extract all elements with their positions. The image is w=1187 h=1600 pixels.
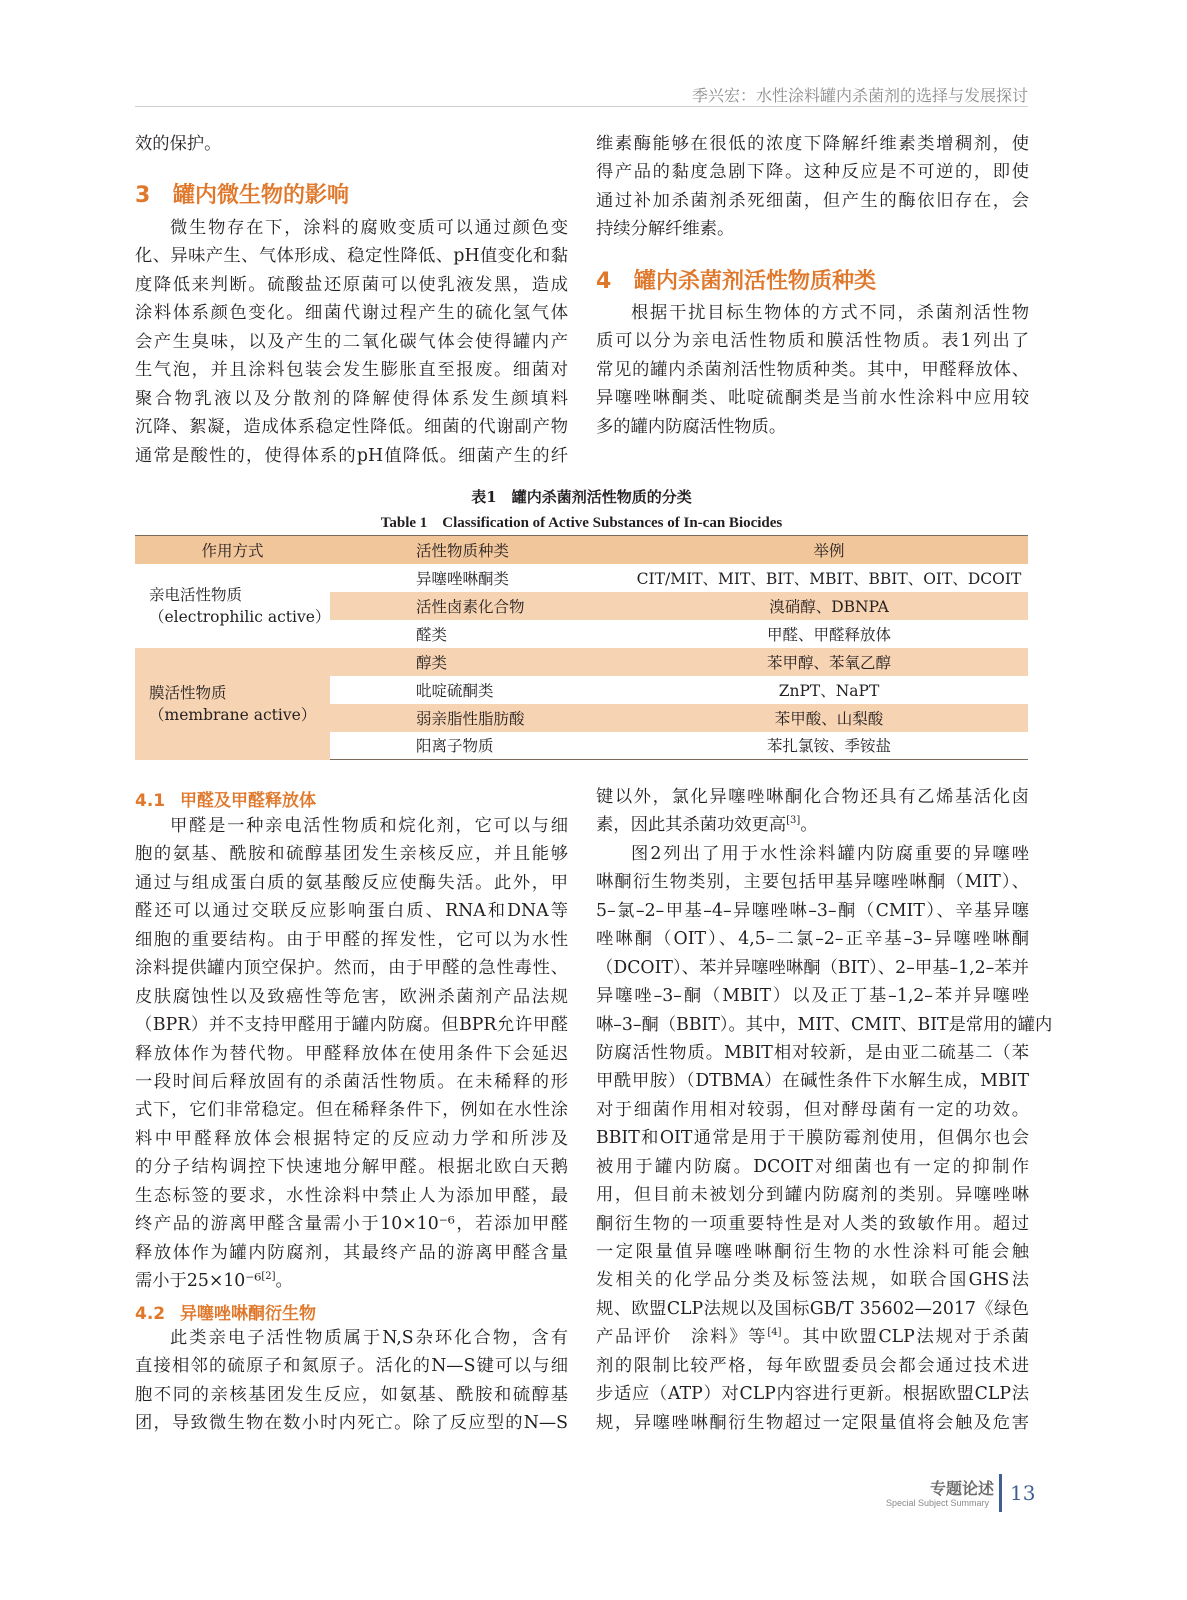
line-text: 释放体作为罐内防腐剂，其最终产品的游离甲醛含量 <box>135 1242 568 1263</box>
text-line <box>596 1409 1029 1437</box>
line-text: 一段时间后释放固有的杀菌活性物质。在未稀释的形 <box>135 1071 568 1092</box>
text-line <box>135 1182 568 1210</box>
text-line <box>135 242 568 270</box>
section-label: 专题论述 <box>930 1479 995 1498</box>
type-cell: 弱亲脂性脂肪酸 <box>330 704 630 732</box>
example-cell: 溴硝醇、DBNPA <box>630 592 1028 620</box>
text-line <box>596 868 1029 896</box>
line-text: 胞不同的亲核基团发生反应，如氨基、酰胺和硫醇基 <box>135 1384 568 1405</box>
line-text: 沉降、絮凝，造成体系稳定性降低。细菌的代谢副产物 <box>135 417 568 438</box>
line-text: （BPR）并不支持甲醛用于罐内防腐。但BPR允许甲醛 <box>135 1015 568 1036</box>
section-4-body <box>596 299 1029 441</box>
text-line <box>596 1352 1029 1380</box>
line-text: 醛还可以通过交联反应影响蛋白质、RNA和DNA等 <box>135 901 568 922</box>
heading-text: 罐内杀菌剂活性物质种类 <box>634 269 877 294</box>
text-line <box>596 897 1029 925</box>
line-text: 终产品的游离甲醛含量需小于10×10⁻⁶，若添加甲醛 <box>135 1214 568 1235</box>
line-text: 通常是酸性的，使得体系的pH值降低。细菌产生的纤 <box>135 445 568 466</box>
text-line <box>135 1125 568 1153</box>
line-text: 释放体作为替代物。甲醛释放体在使用条件下会延迟 <box>135 1043 568 1064</box>
table-row <box>135 564 1028 592</box>
text-line <box>596 130 1029 158</box>
type-cell: 醇类 <box>330 648 630 676</box>
text-line <box>135 1040 568 1068</box>
text-line <box>596 1323 1029 1351</box>
line-text: 的分子结构调控下快速地分解甲醛。根据北欧白天鹅 <box>135 1157 568 1178</box>
running-title: 季兴宏：水性涂料罐内杀菌剂的选择与发展探讨 <box>691 86 1028 105</box>
line-text: 质可以分为亲电活性物质和膜活性物质。表1列出了 <box>596 331 1029 352</box>
text-line <box>596 1380 1029 1408</box>
line-text-tail: 。 <box>275 1271 293 1291</box>
example-cell: 苯甲酸、山梨酸 <box>630 704 1028 732</box>
text-line <box>135 413 568 441</box>
section-4-2-body <box>135 1324 568 1438</box>
line-text: 通过与组成蛋白质的氨基酸反应使酶失活。此外，甲 <box>135 872 568 893</box>
text-line <box>135 1210 568 1238</box>
right-top-lead <box>596 130 1029 244</box>
text-line <box>135 926 568 954</box>
text-line <box>135 1409 568 1437</box>
line-text: 化、异味产生、气体形成、稳定性降低、pH值变化和黏 <box>135 246 568 267</box>
table-caption-en: Table 1 Classification of Active Substances of In-can Biocides <box>380 515 783 531</box>
text-line <box>135 1153 568 1181</box>
line-text: 涂料提供罐内顶空保护。然而，由于甲醛的急性毒性、 <box>135 958 568 979</box>
example-cell: CIT/MIT、MIT、BIT、MBIT、BBIT、OIT、DCOIT <box>636 569 1022 588</box>
line-text: 用，但目前未被划分到罐内防腐剂的类别。异噻唑啉 <box>596 1185 1029 1206</box>
type-cell: 阳离子物质 <box>330 732 630 760</box>
line-text: （DCOIT）、苯并异噻唑啉酮（BIT）、2–甲基–1,2–苯并 <box>596 957 1029 978</box>
line-text: 被用于罐内防腐。DCOIT对细菌也有一定的抑制作 <box>596 1156 1029 1177</box>
line-text: 料中甲醛释放体会根据特定的反应动力学和所涉及 <box>135 1128 568 1149</box>
text-line <box>596 215 1029 243</box>
text-line <box>135 214 568 242</box>
example-cell: 苯甲醇、苯氧乙醇 <box>630 648 1028 676</box>
citation-ref: [3] <box>786 815 801 827</box>
text-line <box>596 413 1029 441</box>
text-line <box>135 983 568 1011</box>
text-line <box>135 1096 568 1124</box>
line-text: 微生物存在下，涂料的腐败变质可以通过颜色变 <box>170 218 568 238</box>
line-text: 发相关的化学品分类及标签法规，如联合国GHS法 <box>596 1270 1029 1291</box>
text-line <box>596 1039 1029 1067</box>
heading-number: 3 <box>135 183 151 208</box>
line-text: 甲酰甲胺）（DTBMA）在碱性条件下水解生成，MBIT <box>596 1071 1029 1092</box>
table-header-row <box>135 536 1028 564</box>
text-line <box>596 1266 1029 1294</box>
classification-table <box>135 535 1028 760</box>
table-row <box>135 648 1028 676</box>
text-line <box>135 1352 568 1380</box>
text-line <box>596 1153 1029 1181</box>
line-text: 皮肤腐蚀性以及致癌性等危害，欧洲杀菌剂产品法规 <box>135 986 568 1007</box>
group-cell <box>135 564 330 648</box>
text-line <box>596 1011 1053 1039</box>
type-cell: 吡啶硫酮类 <box>416 681 494 700</box>
example-cell: ZnPT、NaPT <box>778 681 880 700</box>
type-cell: 醛类 <box>416 625 448 644</box>
example-cell: 甲醛、甲醛释放体 <box>766 625 891 644</box>
line-text: 异噻唑啉酮类、吡啶硫酮类是当前水性涂料中应用较 <box>596 388 1029 409</box>
group-name: 亲电活性物质 <box>149 585 243 604</box>
line-text: 常见的罐内杀菌剂活性物质种类。其中，甲醛释放体、 <box>596 359 1029 380</box>
line-text-tail: 。 <box>800 815 818 836</box>
line-text: 持续分解纤维素。 <box>596 219 735 240</box>
heading-number: 4.1 <box>135 791 166 811</box>
line-text: 生气泡，并且涂料包装会发生膨胀直至报废。细菌对 <box>135 360 568 381</box>
heading-text: 罐内微生物的影响 <box>173 183 350 208</box>
text-line <box>135 1381 568 1409</box>
line-text: 图2列出了用于水性涂料罐内防腐重要的异噻唑 <box>631 843 1029 864</box>
text-line <box>135 840 568 868</box>
text-line <box>135 1267 568 1295</box>
line-text: 效的保护。 <box>135 134 222 154</box>
citation-ref: [2] <box>261 1271 276 1283</box>
line-text-tail: 。其中欧盟CLP法规对于杀菌 <box>781 1327 1029 1348</box>
text-line <box>596 1295 1029 1323</box>
text-line <box>135 1239 568 1267</box>
text-line <box>135 812 568 840</box>
line-text: 需小于25×10⁻⁶ <box>135 1271 262 1291</box>
text-line <box>596 840 1029 868</box>
line-text: 唑啉酮（OIT）、4,5–二氯–2–正辛基–3–异噻唑啉酮 <box>596 929 1029 950</box>
text-line <box>135 299 568 327</box>
heading-text: 异噻唑啉酮衍生物 <box>180 1304 316 1324</box>
line-text: 素，因此其杀菌功效更高 <box>596 815 787 836</box>
section-3-body <box>135 214 568 470</box>
line-text: 剂的限制比较严格，每年欧盟委员会都会通过技术进 <box>596 1355 1029 1376</box>
heading-number: 4.2 <box>135 1304 166 1324</box>
line-text: 对于细菌作用相对较弱，但对酵母菌有一定的功效。 <box>596 1099 1029 1120</box>
line-text: 生态标签的要求，水性涂料中禁止人为添加甲醛，最 <box>135 1185 568 1206</box>
line-text: 多的罐内防腐活性物质。 <box>596 416 787 437</box>
section-4-1-heading <box>135 786 316 811</box>
text-line <box>135 869 568 897</box>
text-line <box>596 1181 1029 1209</box>
line-text: 酮衍生物的一项重要特性是对人类的致敏作用。超过 <box>596 1213 1029 1234</box>
text-line <box>596 811 1029 839</box>
group-name: 膜活性物质 <box>149 683 227 702</box>
line-text: 一定限量值异噻唑啉酮衍生物的水性涂料可能会触 <box>596 1242 1029 1262</box>
line-text: 产品评价 涂料》等 <box>596 1327 768 1348</box>
line-text: 聚合物乳液以及分散剂的降解使得体系发生颜填料 <box>135 388 568 409</box>
line-text: 啉–3–酮（BBIT）。其中，MIT、CMIT、BIT是常用的罐内 <box>596 1014 1053 1035</box>
header-rule <box>135 106 1028 107</box>
line-text: 度降低来判断。硫酸盐还原菌可以使乳液发黑，造成 <box>135 274 568 295</box>
text-line <box>135 1324 568 1352</box>
line-text: 得产品的黏度急剧下降。这种反应是不可逆的，即使 <box>596 162 1029 183</box>
text-line <box>135 897 568 925</box>
text-line <box>135 1011 568 1039</box>
heading-text: 甲醛及甲醛释放体 <box>180 791 316 811</box>
text-line <box>596 187 1029 215</box>
line-text: 规、欧盟CLP法规以及国标GB/T 35602—2017《绿色 <box>596 1298 1029 1319</box>
line-text: 会产生臭味，以及产生的二氧化碳气体会使得罐内产 <box>135 331 568 352</box>
example-cell: 苯扎氯铵、季铵盐 <box>630 732 1028 760</box>
text-line <box>596 1210 1029 1238</box>
line-text: 涂料体系颜色变化。细菌代谢过程产生的硫化氢气体 <box>135 303 568 324</box>
line-text: 键以外，氯化异噻唑啉酮化合物还具有乙烯基活化卤 <box>596 787 1029 807</box>
type-cell: 异噻唑啉酮类 <box>416 569 510 588</box>
text-line <box>596 982 1029 1010</box>
text-line <box>596 1096 1029 1124</box>
section-4-2-heading <box>135 1299 316 1324</box>
line-text: 根据干扰目标生物体的方式不同，杀菌剂活性物 <box>631 303 1029 323</box>
text-line <box>596 158 1029 186</box>
text-line <box>135 130 568 158</box>
text-line <box>135 328 568 356</box>
line-text: 胞的氨基、酰胺和硫醇基团发生亲核反应，并且能够 <box>135 844 568 865</box>
text-line <box>596 954 1029 982</box>
text-line <box>135 954 568 982</box>
text-line <box>596 356 1029 384</box>
line-text: 通过补加杀菌剂杀死细菌，但产生的酶依旧存在，会 <box>596 190 1029 211</box>
type-cell: 活性卤素化合物 <box>330 592 630 620</box>
section-4-1-body <box>135 812 568 1295</box>
line-text: 甲醛是一种亲电活性物质和烷化剂，它可以与细 <box>170 816 568 836</box>
text-line <box>135 442 568 470</box>
section-label-en: Special Subject Summary <box>886 1498 990 1508</box>
text-line <box>596 299 1029 327</box>
section-3-heading <box>135 178 349 209</box>
text-line <box>135 1068 568 1096</box>
header-cell: 作用方式 <box>135 536 330 564</box>
table-caption-cn: 表1 罐内杀菌剂活性物质的分类 <box>471 488 692 506</box>
citation-ref: [4] <box>767 1327 782 1339</box>
heading-number: 4 <box>596 269 612 294</box>
line-text: 啉酮衍生物类别，主要包括甲基异噻唑啉酮（MIT）、 <box>596 872 1029 893</box>
line-text: 防腐活性物质。MBIT相对较新，是由亚二硫基二（苯 <box>596 1042 1029 1063</box>
line-text: 式下，它们非常稳定。但在稀释条件下，例如在水性涂 <box>135 1100 568 1121</box>
footer-divider <box>999 1474 1002 1512</box>
text-line <box>135 271 568 299</box>
text-line <box>596 327 1029 355</box>
text-line <box>135 356 568 384</box>
line-text: 维素酶能够在很低的浓度下降解纤维素类增稠剂，使 <box>596 134 1029 154</box>
page-number: 13 <box>1010 1481 1036 1505</box>
group-name-en: （electrophilic active） <box>149 607 331 626</box>
line-text: 直接相邻的硫原子和氮原子。活化的N—S键可以与细 <box>135 1356 568 1377</box>
text-line <box>596 1067 1029 1095</box>
line-text: 异噻唑–3–酮（MBIT）以及正丁基–1,2–苯并异噻唑 <box>596 986 1029 1007</box>
text-line <box>596 384 1029 412</box>
right-bottom-body <box>596 783 1053 1437</box>
text-line <box>596 783 1029 811</box>
line-text: 步适应（ATP）对CLP内容进行更新。根据欧盟CLP法 <box>596 1384 1029 1405</box>
group-cell <box>135 648 330 760</box>
line-text: 团，导致微生物在数小时内死亡。除了反应型的N—S <box>135 1413 568 1434</box>
line-text: 5–氯–2–甲基–4–异噻唑啉–3–酮（CMIT）、辛基异噻 <box>596 900 1029 921</box>
group-name-en: （membrane active） <box>149 705 317 724</box>
text-line <box>135 385 568 413</box>
header-cell: 活性物质种类 <box>330 536 630 564</box>
section-4-heading <box>596 264 876 295</box>
line-text: BBIT和OIT通常是用于干膜防霉剂使用，但偶尔也会 <box>596 1128 1029 1149</box>
line-text: 此类亲电子活性物质属于N,S杂环化合物，含有 <box>170 1328 568 1348</box>
text-line <box>596 1238 1029 1266</box>
line-text: 规，异噻唑啉酮衍生物超过一定限量值将会触及危害 <box>596 1412 1029 1433</box>
header-cell: 举例 <box>630 536 1028 564</box>
left-top-lead <box>135 130 568 158</box>
text-line <box>596 925 1029 953</box>
line-text: 细胞的重要结构。由于甲醛的挥发性，它可以为水性 <box>135 929 568 950</box>
text-line <box>596 1124 1029 1152</box>
